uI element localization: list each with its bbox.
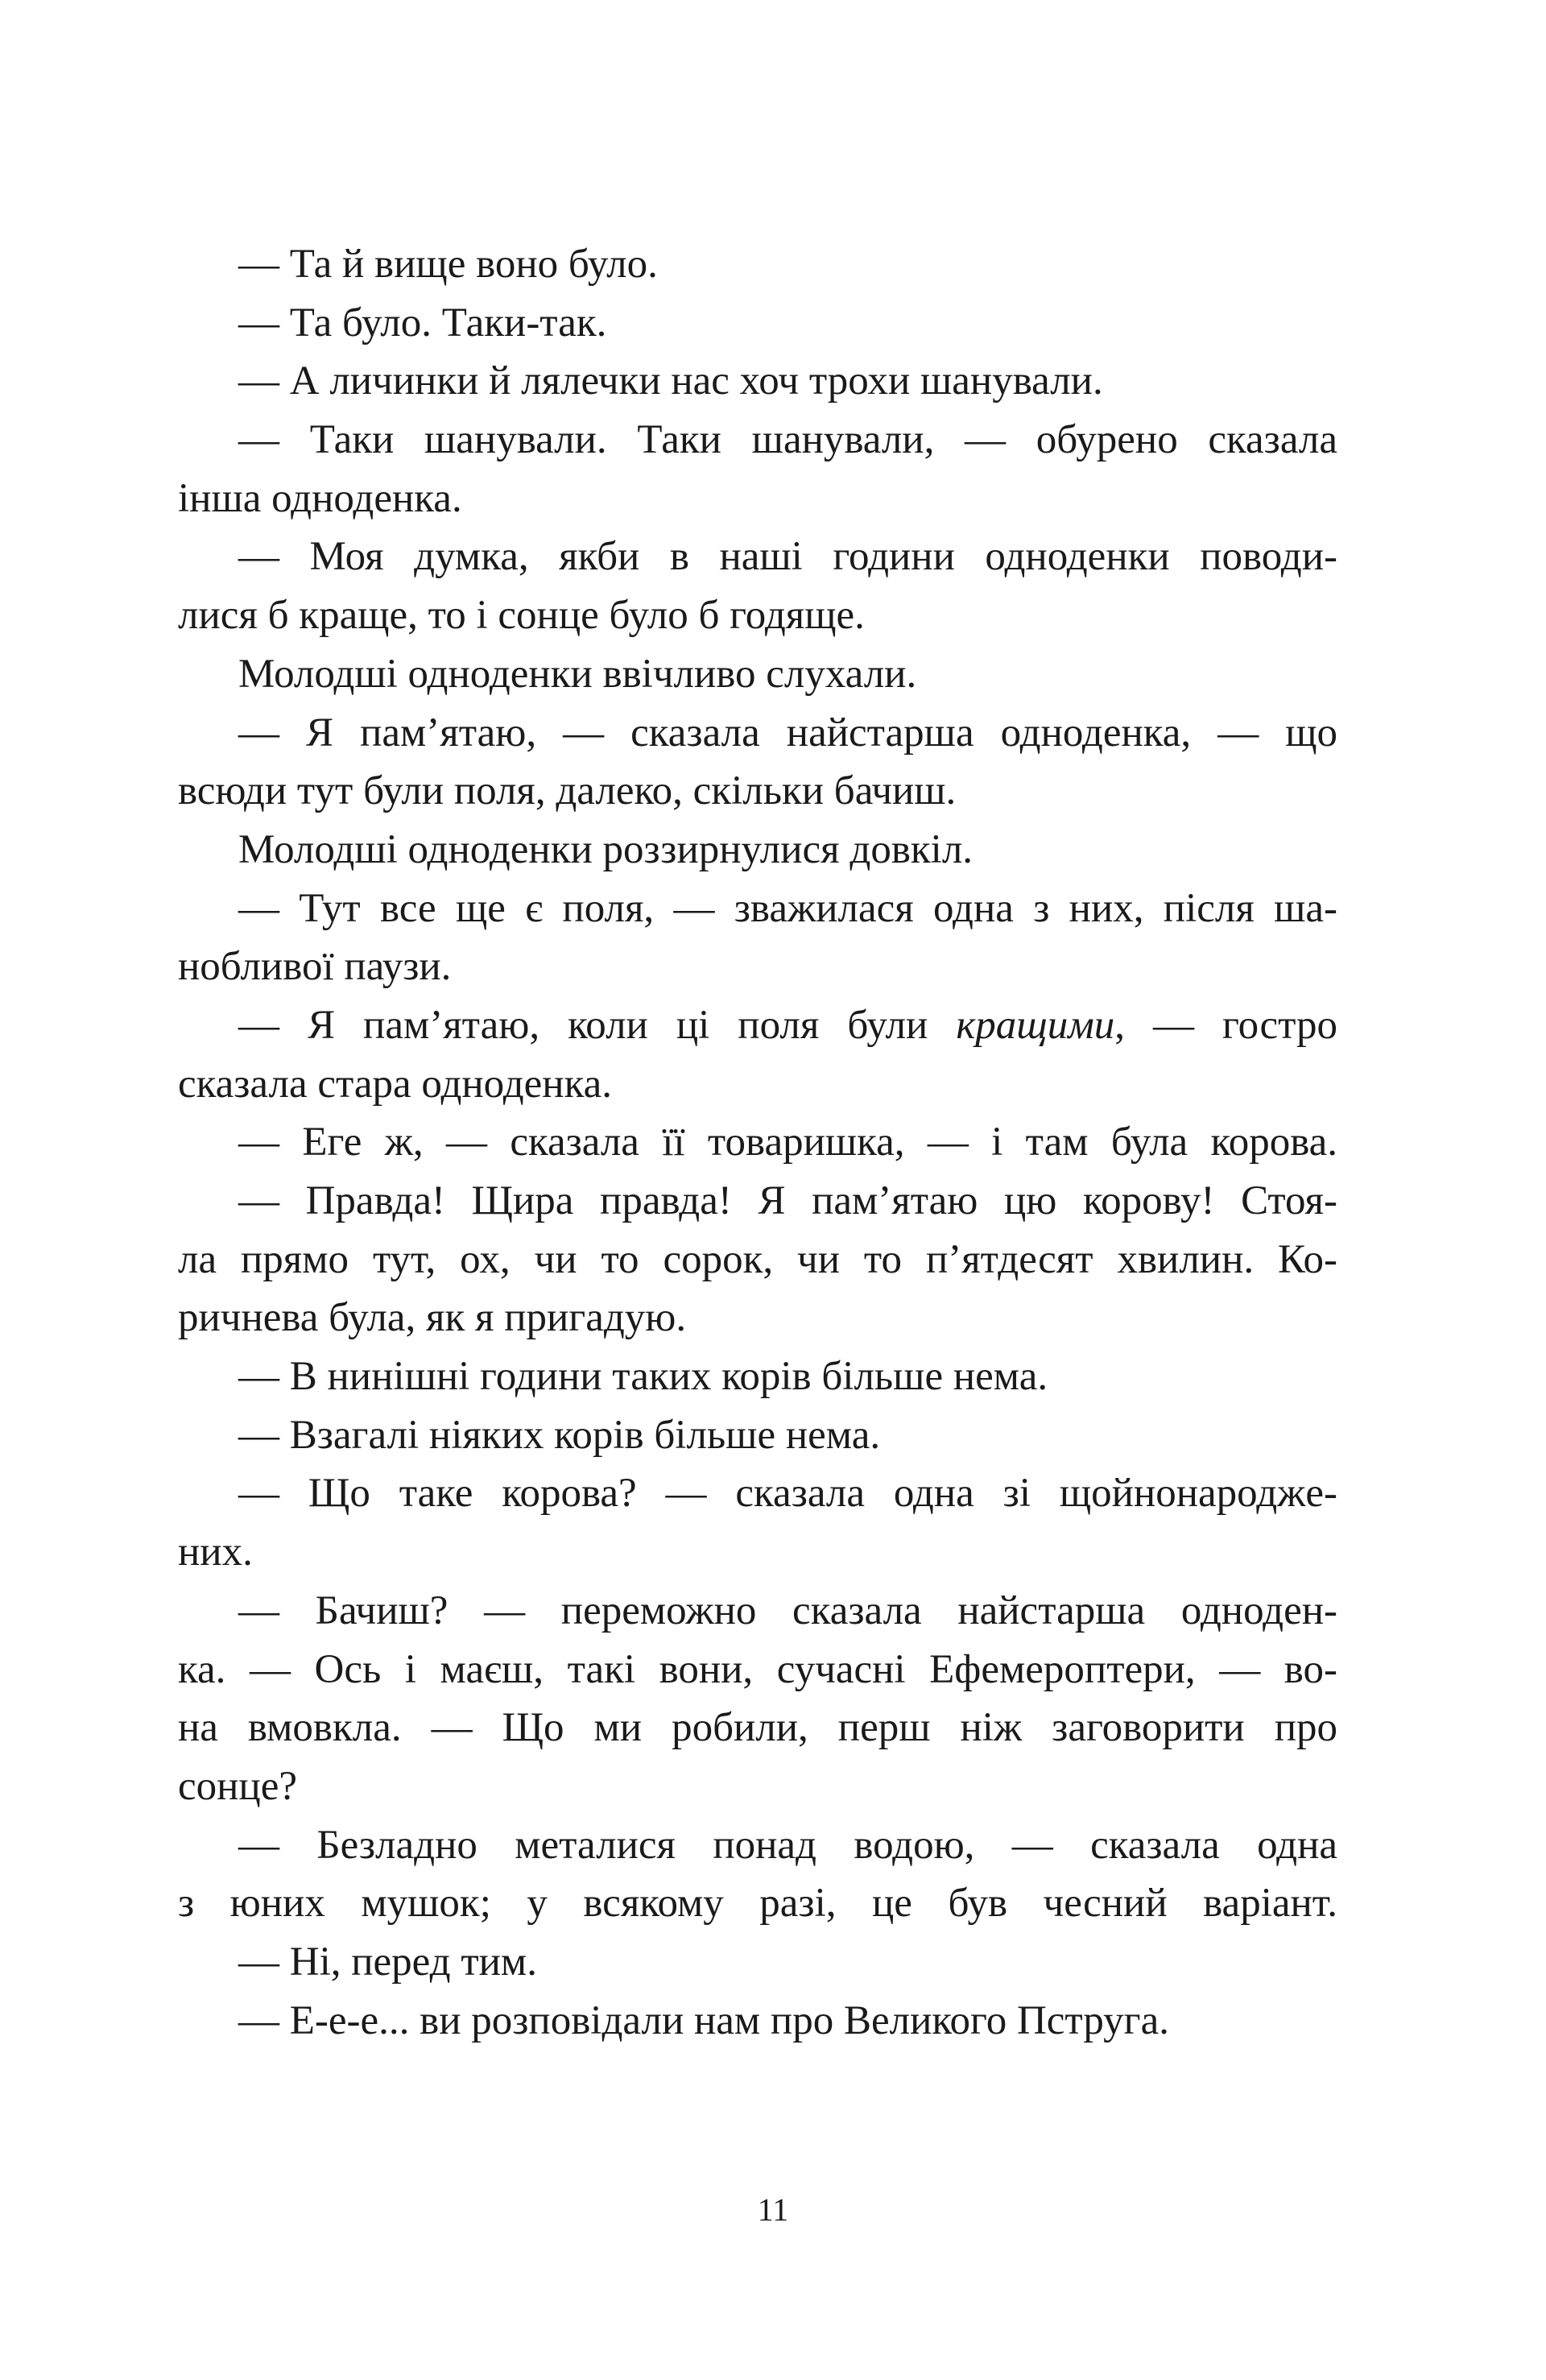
page-number: 11 <box>757 2192 789 2228</box>
text-line: — Моя думка, якби в наші години одноденки поводи- <box>238 534 1337 580</box>
page-text <box>178 235 1337 2050</box>
text-line: — Таки шанували. Таки шанували, — обурено сказала <box>238 417 1337 463</box>
text-line: — Тут все ще є поля, — зважилася одна з них, після ша- <box>238 885 1337 931</box>
text-line: них. <box>178 1529 253 1575</box>
text-line: — Бачиш? — переможно сказала найстарша одноден- <box>238 1587 1337 1633</box>
text-line: інша одноденка. <box>178 475 462 521</box>
text-line: — Безладно металися понад водою, — сказала одна <box>238 1822 1337 1868</box>
text-line: — В нинішні години таких корів більше нема. <box>238 1354 1048 1400</box>
text-line: сказала стара одноденка. <box>178 1061 612 1107</box>
text-line: — Взагалі ніяких корів більше нема. <box>238 1412 881 1458</box>
text-line: — А личинки й лялечки нас хоч трохи шанували. <box>238 358 1103 404</box>
text-run: — Я пам’ятаю, коли ці поля були <box>238 1002 957 1048</box>
text-line: — Е-е-е... ви розповідали нам про Великого Пструга. <box>238 1997 1169 2043</box>
text-line <box>178 996 1337 1055</box>
text-line: Молодші одноденки роззирнулися довкіл. <box>238 826 973 872</box>
text-line: ла прямо тут, ох, чи то сорок, чи то п’ятдесят хвилин. Ко- <box>178 1236 1337 1282</box>
text-line: лися б краще, то і сонце було б годяще. <box>178 593 865 639</box>
text-run: , — гостро <box>1114 1002 1337 1048</box>
text-line: сонце? <box>178 1763 297 1809</box>
text-line: ричнева була, як я пригадую. <box>178 1295 687 1341</box>
text-line: — Що таке корова? — сказала одна зі щойнонароджe- <box>238 1471 1337 1517</box>
text-line: на вмовкла. — Що ми робили, перш ніж заговорити про <box>178 1705 1337 1751</box>
text-line: Молодші одноденки ввічливо слухали. <box>238 651 917 697</box>
text-line: — Правда! Щира правда! Я пам’ятаю цю корову! Стоя- <box>238 1178 1337 1223</box>
text-line: з юних мушок; у всякому разі, це був чесний варіант. <box>178 1881 1337 1927</box>
text-line: — Та було. Таки-так. <box>238 300 607 346</box>
text-line: всюди тут були поля, далеко, скільки бачиш. <box>178 768 957 814</box>
text-line: ка. — Ось і маєш, такі вони, сучасні Ефемероптери, — во- <box>178 1646 1337 1692</box>
text-run: кращими <box>956 1002 1115 1048</box>
text-line: — Я пам’ятаю, — сказала найстарша одноденка, — що <box>238 710 1337 755</box>
text-line: нобливої паузи. <box>178 944 452 990</box>
text-line: — Та й вище воно було. <box>238 242 658 287</box>
text-line: — Еге ж, — сказала її товаришка, — і там була корова. <box>238 1120 1337 1165</box>
text-line: — Ні, перед тим. <box>238 1939 537 1985</box>
